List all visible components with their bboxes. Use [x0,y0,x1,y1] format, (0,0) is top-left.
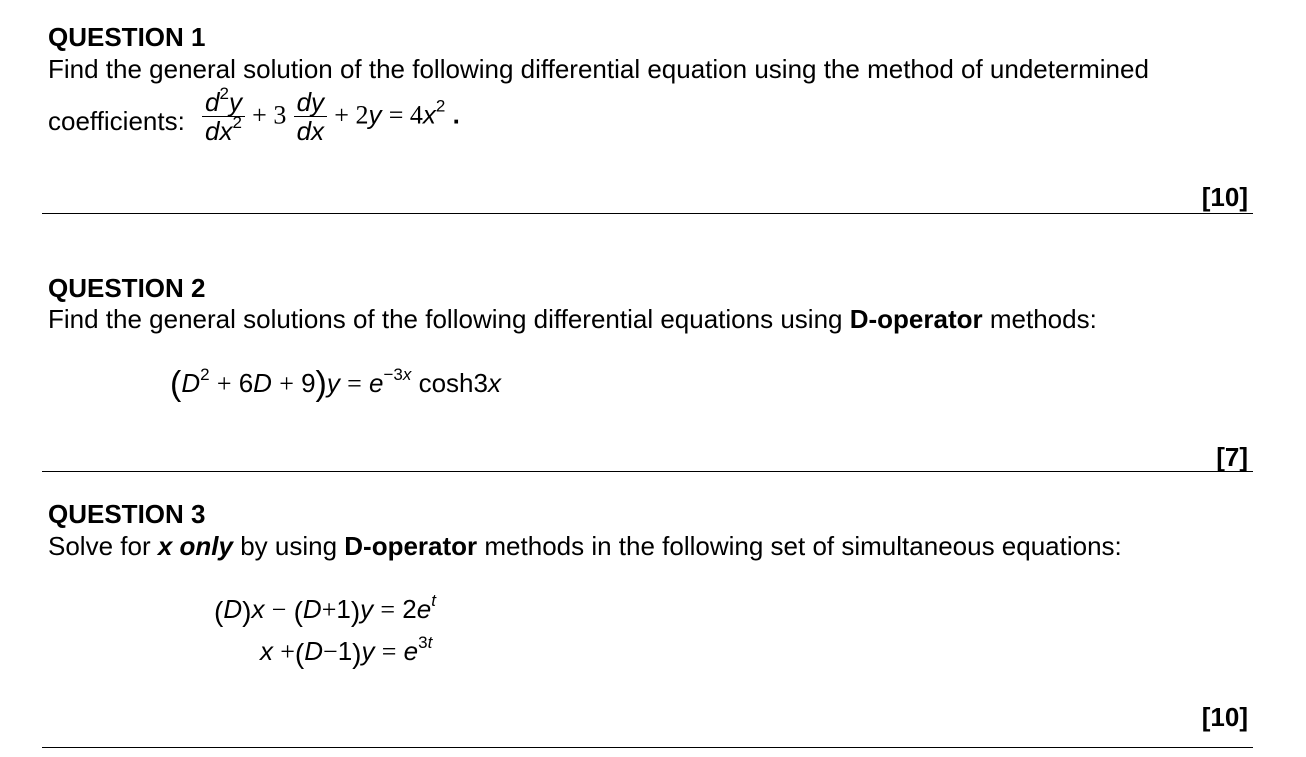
question-3-text [48,531,1122,561]
question-2-text-pre: Find the general solutions of the following differential equations using [48,304,850,334]
question-3-text-mid: by using [232,531,345,561]
question-2-marks: [7] [1216,442,1248,472]
question-2-divider [42,471,1253,472]
question-1-divider [42,213,1253,214]
question-3-marks: [10] [1201,702,1248,732]
question-3-text-pre: Solve for [48,531,158,561]
question-2-equation: $(D^2 + 6D + 9)y = e^{-3x}$ cosh3x [170,365,501,403]
question-2-title: QUESTION 2 [48,273,206,303]
question-3-text-post: methods in the following set of simultaneous equations: [477,531,1122,561]
question-2-text-post: methods: [982,304,1097,334]
question-3-equation-2: $x +(D-1)y = e^{3t}$ [260,633,433,669]
question-3-text-bold-x: x only [157,531,233,561]
question-3-title: QUESTION 3 [48,499,206,529]
question-1-text: Find the general solution of the following differential equation using the method of undetermined [48,54,1149,84]
question-3-divider [42,747,1253,748]
second-derivative-fraction: $\frac{d^2y}{dx^2}$ [202,88,245,145]
question-1-equation: $\frac{d^2y}{dx^2}$ + 3 $\frac{dy}{dx}$ + $2y = 4x^2$ . [202,88,460,145]
question-1-marks: [10] [1201,182,1248,212]
question-2-text-bold: D-operator [849,304,983,334]
question-2-text [48,304,1097,334]
question-3-text-bold-doperator: D-operator [344,531,478,561]
question-1-title: QUESTION 1 [48,22,206,52]
question-1-lead: coefficients: [48,106,185,136]
first-derivative-fraction: $\frac{dy}{dx}$ [294,88,327,145]
question-3-equation-1: $(D)x - (D+1)y = 2e^t$ [214,591,436,627]
